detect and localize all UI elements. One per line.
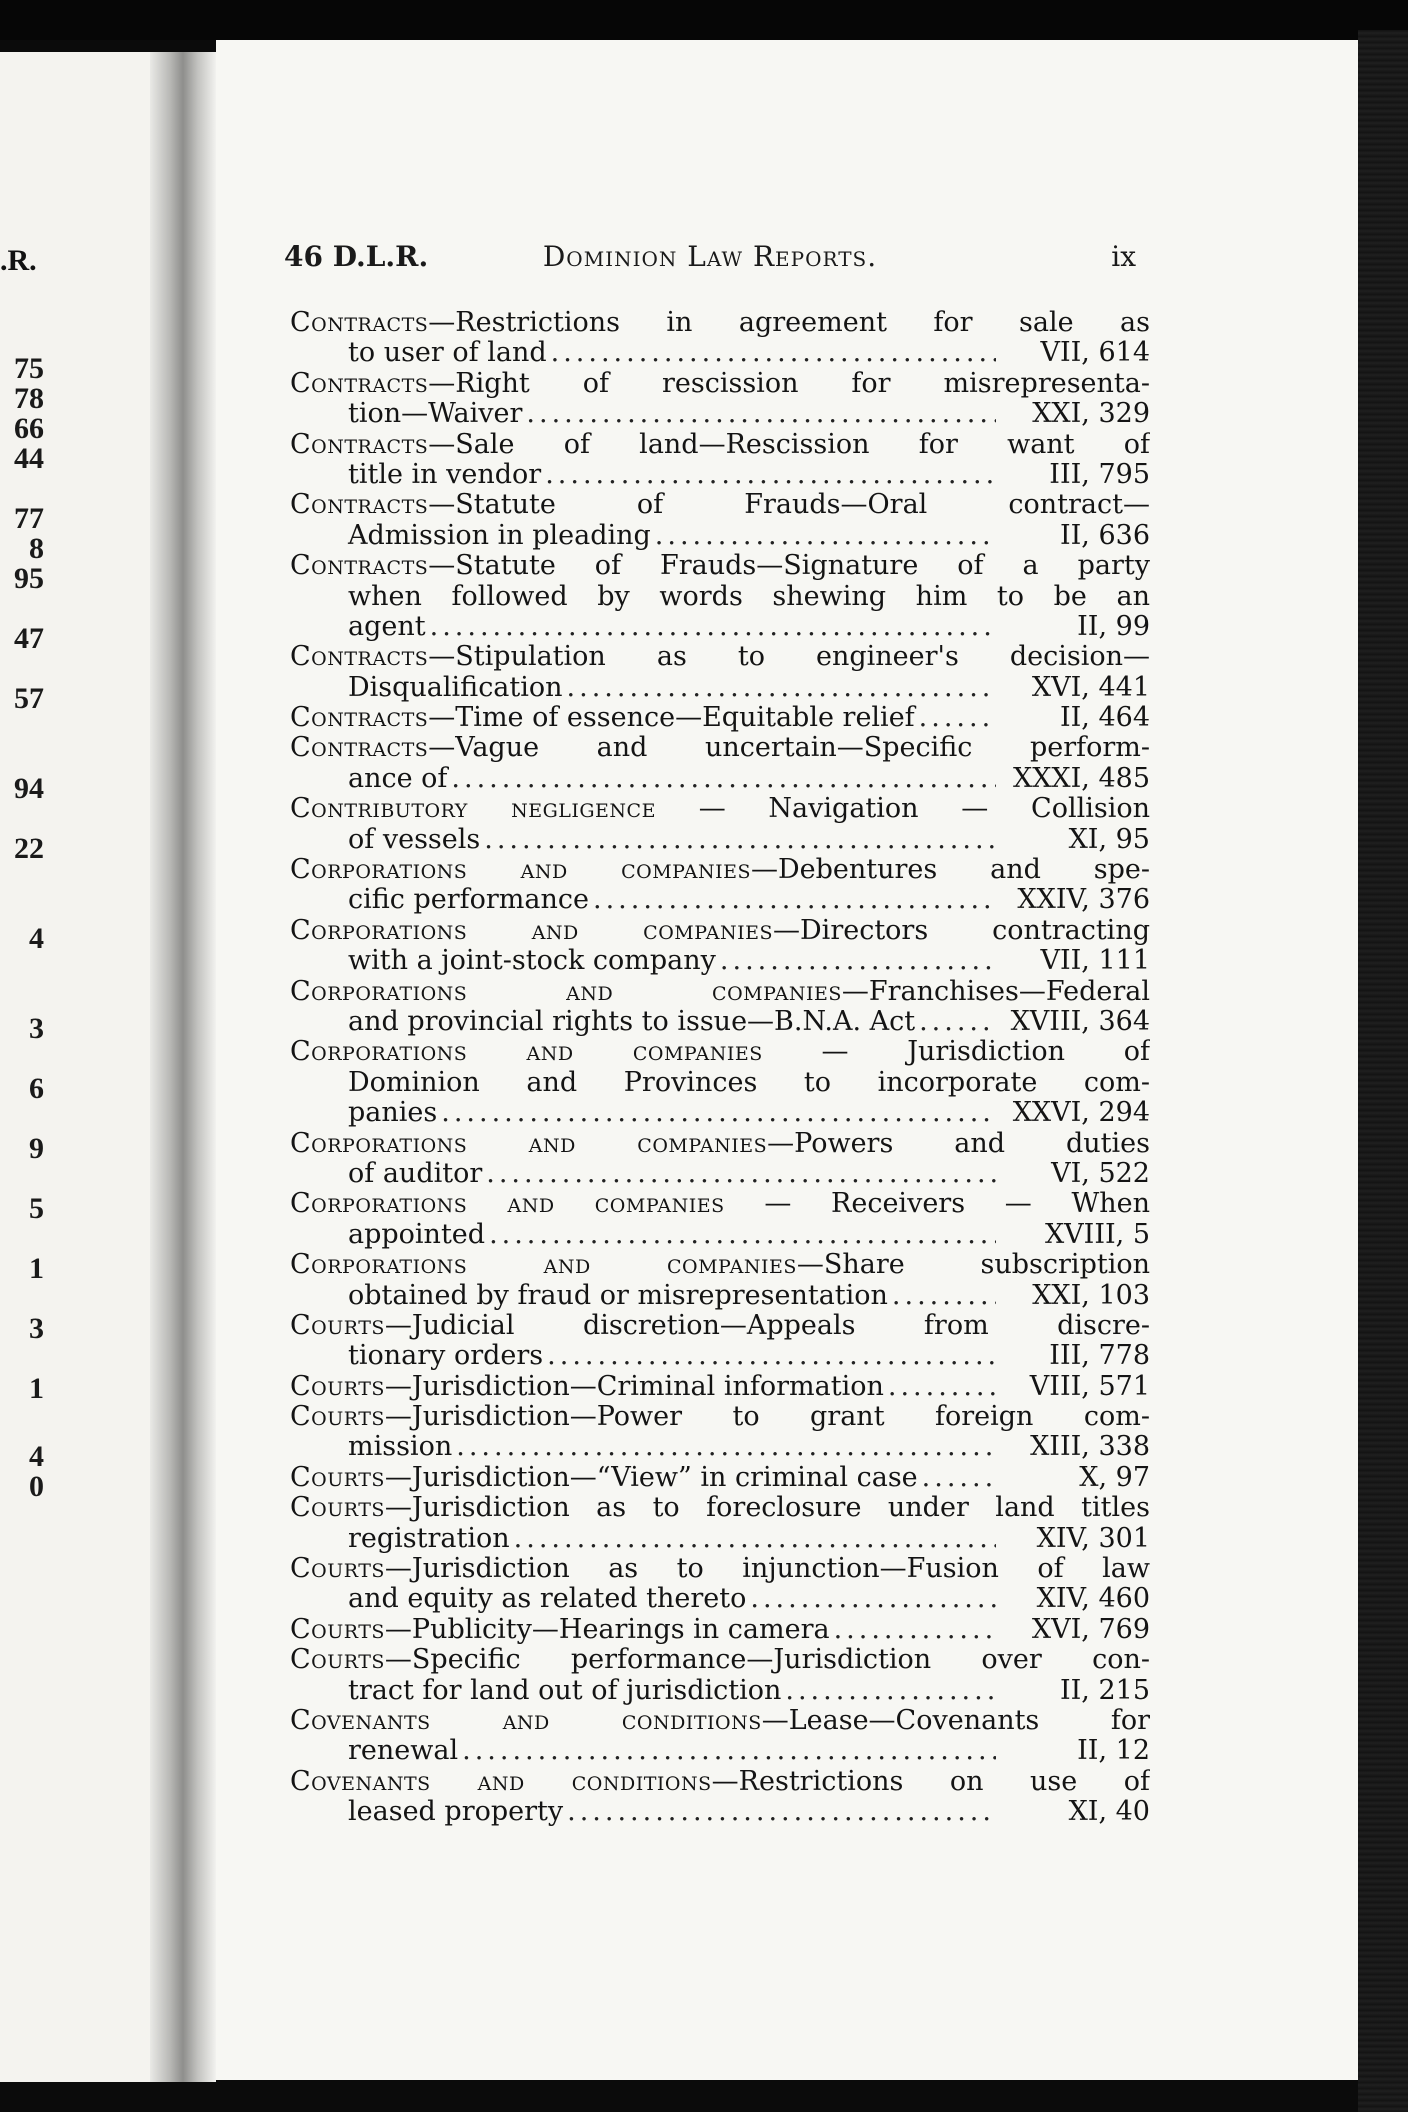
index-entry xyxy=(290,703,1150,733)
entry-line xyxy=(290,916,1150,946)
entry-text: of vessels xyxy=(348,823,481,855)
left-margin-number: 1 xyxy=(29,1252,44,1285)
entry-last-line xyxy=(290,1524,1150,1554)
leader-dots xyxy=(892,1281,996,1311)
entry-last-line xyxy=(290,612,1150,642)
citation: VIII, 571 xyxy=(1029,1370,1150,1402)
entry-subject: —Debentures and spe- xyxy=(750,855,1150,886)
entry-text: Disqualification xyxy=(348,671,563,703)
leader-dots xyxy=(785,1676,996,1706)
citation: II, 99 xyxy=(1077,610,1150,642)
entry-subject: —Jurisdiction—“View” in criminal case xyxy=(384,1461,918,1493)
leader-dots xyxy=(834,1615,996,1645)
entry-heading: Courts xyxy=(290,1310,385,1341)
citation: XIV, 460 xyxy=(1036,1583,1150,1615)
entry-subject: —Vague and uncertain—Specific perform- xyxy=(428,733,1150,764)
entry-line xyxy=(290,1615,1150,1645)
entry-text: and equity as related thereto xyxy=(348,1583,747,1615)
entry-subject: —Restrictions in agreement for sale as xyxy=(428,308,1150,338)
entry-subject: — Jurisdiction of xyxy=(762,1037,1150,1068)
entry-heading: Courts xyxy=(290,1461,385,1493)
index-entry xyxy=(290,1372,1150,1402)
entry-last-line xyxy=(290,1797,1150,1827)
index-entry xyxy=(290,733,1150,794)
index-entry xyxy=(290,794,1150,855)
entry-last-line xyxy=(290,521,1150,551)
leader-dots xyxy=(441,1098,996,1128)
citation: XXI, 329 xyxy=(1032,398,1150,430)
entry-line xyxy=(290,794,1150,824)
book-gutter xyxy=(150,52,216,2082)
entry-line xyxy=(290,1493,1150,1523)
leader-dots xyxy=(567,673,996,703)
entry-heading: Contracts xyxy=(290,490,429,521)
entry-subject: —Franchises—Federal xyxy=(841,976,1150,1007)
citation: X, 97 xyxy=(1079,1461,1150,1493)
leader-dots xyxy=(430,612,996,642)
entry-line xyxy=(290,1372,1150,1402)
entry-last-line xyxy=(290,885,1150,915)
leader-dots xyxy=(919,1007,996,1037)
entry-subject: —Time of essence—Equitable relief xyxy=(428,702,915,734)
entry-subject: —Statute of Frauds—Signature of a party xyxy=(428,551,1150,582)
citation: XVI, 441 xyxy=(1031,671,1150,703)
entry-line xyxy=(290,1311,1150,1341)
entry-heading: Corporations and companies xyxy=(290,1037,763,1068)
entry-text: title in vendor xyxy=(348,458,542,490)
entry-text: renewal xyxy=(348,1735,459,1767)
entry-line xyxy=(290,430,1150,460)
citation: XVIII, 364 xyxy=(1010,1005,1150,1037)
left-margin-number: 95 xyxy=(14,562,44,595)
leader-dots xyxy=(922,1463,996,1493)
index-entry-list xyxy=(290,308,1150,1828)
entry-last-line xyxy=(290,764,1150,794)
left-margin-number: 4 xyxy=(29,1440,44,1473)
leader-dots xyxy=(456,1432,996,1462)
entry-text xyxy=(290,1372,884,1402)
left-margin-number: 8 xyxy=(29,532,44,565)
citation: VII, 614 xyxy=(1040,337,1150,369)
entry-heading: Covenants and conditions xyxy=(290,1766,712,1797)
index-entry xyxy=(290,855,1150,916)
entry-text: mission xyxy=(348,1431,453,1463)
entry-text: registration xyxy=(348,1522,510,1554)
index-entry xyxy=(290,490,1150,551)
entry-heading: Courts xyxy=(290,1554,385,1585)
entry-heading: Contracts xyxy=(290,429,429,460)
entry-line xyxy=(290,1068,1150,1098)
entry-heading: Corporations and companies xyxy=(290,915,774,946)
leader-dots xyxy=(551,338,996,368)
entry-subject: —Jurisdiction as to foreclosure under land titles xyxy=(384,1493,1150,1524)
leader-dots xyxy=(484,825,996,855)
entry-heading: Corporations and companies xyxy=(290,1250,797,1281)
entry-line xyxy=(290,1554,1150,1584)
entry-subject: — Navigation — Collision xyxy=(655,794,1150,825)
leader-dots xyxy=(547,1341,996,1371)
left-margin-number: 66 xyxy=(14,412,44,445)
entry-last-line xyxy=(290,1220,1150,1250)
leader-dots xyxy=(567,1797,996,1827)
citation: XVIII, 5 xyxy=(1044,1218,1150,1250)
entry-line xyxy=(290,977,1150,1007)
leader-dots xyxy=(451,764,996,794)
left-margin-number: 57 xyxy=(14,682,44,715)
left-margin-number: 44 xyxy=(14,442,44,475)
entry-text: Admission in pleading xyxy=(348,519,651,551)
entry-subject: when followed by words shewing him to be an xyxy=(348,581,1150,612)
index-entry xyxy=(290,1767,1150,1828)
entry-line xyxy=(290,308,1150,338)
entry-subject: —Share subscription xyxy=(796,1250,1150,1281)
entry-text: and provincial rights to issue—B.N.A. Act xyxy=(348,1005,916,1037)
entry-last-line xyxy=(290,1159,1150,1189)
entry-subject: —Restrictions on use of xyxy=(711,1766,1150,1797)
journal-title: Dominion Law Reports. xyxy=(542,240,878,273)
index-entry xyxy=(290,1129,1150,1190)
entry-heading: Contracts xyxy=(290,702,429,734)
entry-line xyxy=(290,1706,1150,1736)
entry-line xyxy=(290,1463,1150,1493)
entry-line xyxy=(290,1250,1150,1280)
entry-subject: —Sale of land—Rescission for want of xyxy=(428,429,1150,460)
citation: II, 464 xyxy=(1059,702,1150,734)
entry-heading: Covenants and conditions xyxy=(290,1705,762,1736)
index-entry xyxy=(290,1250,1150,1311)
entry-subject: —Stipulation as to engineer's decision— xyxy=(428,642,1150,673)
index-entry xyxy=(290,308,1150,369)
index-entry xyxy=(290,1037,1150,1128)
entry-subject: — Receivers — When xyxy=(724,1189,1150,1220)
entry-subject: —Jurisdiction as to injunction—Fusion of law xyxy=(384,1554,1150,1585)
entry-line xyxy=(290,490,1150,520)
entry-heading: Corporations and companies xyxy=(290,1128,768,1159)
entry-line xyxy=(290,1037,1150,1067)
entry-text: tract for land out of jurisdiction xyxy=(348,1674,782,1706)
left-margin-number: 75 xyxy=(14,352,44,385)
citation: VII, 111 xyxy=(1040,945,1150,977)
index-entry xyxy=(290,1645,1150,1706)
entry-heading: Courts xyxy=(290,1613,385,1645)
left-margin-number: 6 xyxy=(29,1072,44,1105)
leader-dots xyxy=(462,1736,996,1766)
entry-heading: Contracts xyxy=(290,368,429,399)
entry-heading: Contracts xyxy=(290,551,429,582)
entry-heading: Corporations and companies xyxy=(290,976,842,1007)
entry-text: of auditor xyxy=(348,1157,483,1189)
entry-last-line xyxy=(290,1281,1150,1311)
citation: XI, 95 xyxy=(1068,823,1150,855)
entry-last-line xyxy=(290,1676,1150,1706)
entry-subject: Dominion and Provinces to incorporate com- xyxy=(348,1067,1150,1098)
entry-subject: —Jurisdiction—Power to grant foreign com- xyxy=(384,1402,1150,1433)
entry-text: ance of xyxy=(348,762,448,794)
entry-subject: —Jurisdiction—Criminal information xyxy=(384,1370,884,1402)
leader-dots xyxy=(593,885,996,915)
index-entry xyxy=(290,1463,1150,1493)
entry-line xyxy=(290,733,1150,763)
index-entry xyxy=(290,551,1150,642)
entry-subject: —Publicity—Hearings in camera xyxy=(384,1613,830,1645)
entry-line xyxy=(290,1189,1150,1219)
entry-subject: —Judicial discretion—Appeals from discre- xyxy=(384,1310,1150,1341)
entry-subject: —Directors contracting xyxy=(773,915,1150,946)
citation: III, 795 xyxy=(1049,458,1150,490)
citation: III, 778 xyxy=(1049,1340,1150,1372)
volume-label: 46 D.L.R. xyxy=(284,240,429,273)
citation: XIII, 338 xyxy=(1030,1431,1150,1463)
citation: XVI, 769 xyxy=(1031,1613,1150,1645)
index-entry xyxy=(290,1402,1150,1463)
left-margin-number: 77 xyxy=(14,502,44,535)
leader-dots xyxy=(919,703,996,733)
left-margin-number: 3 xyxy=(29,1312,44,1345)
leader-dots xyxy=(750,1584,996,1614)
left-margin-number: 22 xyxy=(14,832,44,865)
book-cover-edge xyxy=(1358,30,1408,2112)
citation: XXIV, 376 xyxy=(1017,884,1150,916)
entry-heading: Corporations and companies xyxy=(290,855,751,886)
left-margin-number: 3 xyxy=(29,1012,44,1045)
index-entry xyxy=(290,1311,1150,1372)
entry-line xyxy=(290,1129,1150,1159)
index-entry xyxy=(290,430,1150,491)
entry-subject: —Lease—Covenants for xyxy=(761,1705,1150,1736)
left-margin-number: 9 xyxy=(29,1132,44,1165)
citation: XXI, 103 xyxy=(1032,1279,1150,1311)
entry-text: to user of land xyxy=(348,337,547,369)
index-entry xyxy=(290,1189,1150,1250)
leader-dots xyxy=(486,1159,996,1189)
entry-line xyxy=(290,1402,1150,1432)
entry-subject: —Right of rescission for misrepresenta- xyxy=(428,368,1150,399)
entry-text: leased property xyxy=(348,1796,564,1828)
entry-last-line xyxy=(290,946,1150,976)
entry-heading: Courts xyxy=(290,1493,385,1524)
entry-text: tionary orders xyxy=(348,1340,544,1372)
index-entry xyxy=(290,369,1150,430)
entry-text: obtained by fraud or misrepresentation xyxy=(348,1279,888,1311)
entry-heading: Contributory negligence xyxy=(290,794,656,825)
entry-last-line xyxy=(290,1098,1150,1128)
entry-last-line xyxy=(290,1341,1150,1371)
entry-heading: Courts xyxy=(290,1402,385,1433)
leader-dots xyxy=(720,946,996,976)
entry-text: appointed xyxy=(348,1218,486,1250)
entry-text: with a joint-stock company xyxy=(348,945,716,977)
left-page-header-fragment: .R. xyxy=(0,244,37,277)
citation: VI, 522 xyxy=(1051,1157,1150,1189)
citation: II, 12 xyxy=(1077,1735,1150,1767)
entry-line xyxy=(290,855,1150,885)
entry-heading: Courts xyxy=(290,1645,385,1676)
entry-line xyxy=(290,582,1150,612)
entry-heading: Contracts xyxy=(290,308,429,338)
entry-text xyxy=(290,703,915,733)
entry-last-line xyxy=(290,1432,1150,1462)
entry-heading: Contracts xyxy=(290,642,429,673)
entry-line xyxy=(290,1645,1150,1675)
entry-subject: —Specific performance—Jurisdiction over con- xyxy=(384,1645,1150,1676)
entry-last-line xyxy=(290,338,1150,368)
leader-dots xyxy=(655,521,996,551)
index-entry xyxy=(290,642,1150,703)
entry-text xyxy=(290,1463,918,1493)
citation: II, 636 xyxy=(1059,519,1150,551)
citation: XI, 40 xyxy=(1068,1796,1150,1828)
left-margin-number: 47 xyxy=(14,622,44,655)
left-margin-number: 5 xyxy=(29,1192,44,1225)
citation: XXXI, 485 xyxy=(1012,762,1150,794)
entry-last-line xyxy=(290,1736,1150,1766)
running-header xyxy=(284,240,1136,284)
left-margin-number: 94 xyxy=(14,772,44,805)
entry-last-line xyxy=(290,825,1150,855)
entry-subject: —Powers and duties xyxy=(767,1128,1150,1159)
citation: XIV, 301 xyxy=(1036,1522,1150,1554)
entry-last-line xyxy=(290,1584,1150,1614)
entry-heading: Contracts xyxy=(290,733,429,764)
entry-last-line xyxy=(290,399,1150,429)
index-entry xyxy=(290,916,1150,977)
entry-text: panies xyxy=(348,1097,438,1129)
leader-dots xyxy=(514,1524,996,1554)
entry-subject: —Statute of Frauds—Oral contract— xyxy=(428,490,1150,521)
left-margin-number: 4 xyxy=(29,922,44,955)
leader-dots xyxy=(489,1220,996,1250)
entry-heading: Corporations and companies xyxy=(290,1189,725,1220)
entry-line xyxy=(290,1767,1150,1797)
left-margin-number: 1 xyxy=(29,1372,44,1405)
citation: II, 215 xyxy=(1059,1674,1150,1706)
citation: XXVI, 294 xyxy=(1012,1097,1150,1129)
entry-line xyxy=(290,642,1150,672)
index-entry xyxy=(290,1554,1150,1615)
page-number: ix xyxy=(1111,240,1136,273)
entry-line xyxy=(290,369,1150,399)
left-margin-number: 0 xyxy=(29,1470,44,1503)
scan-top-border xyxy=(0,0,1408,40)
entry-text: cific performance xyxy=(348,884,589,916)
left-page-edge xyxy=(0,52,150,2082)
leader-dots xyxy=(888,1372,996,1402)
index-entry xyxy=(290,977,1150,1038)
entry-text: agent xyxy=(348,610,426,642)
entry-heading: Courts xyxy=(290,1370,385,1402)
entry-last-line xyxy=(290,460,1150,490)
entry-line xyxy=(290,551,1150,581)
index-entry xyxy=(290,1615,1150,1645)
entry-text: tion—Waiver xyxy=(348,398,523,430)
entry-last-line xyxy=(290,673,1150,703)
entry-last-line xyxy=(290,1007,1150,1037)
entry-text xyxy=(290,1615,830,1645)
left-margin-number: 78 xyxy=(14,382,44,415)
index-entry xyxy=(290,1493,1150,1554)
entry-line xyxy=(290,703,1150,733)
leader-dots xyxy=(526,399,996,429)
index-entry xyxy=(290,1706,1150,1767)
leader-dots xyxy=(545,460,996,490)
